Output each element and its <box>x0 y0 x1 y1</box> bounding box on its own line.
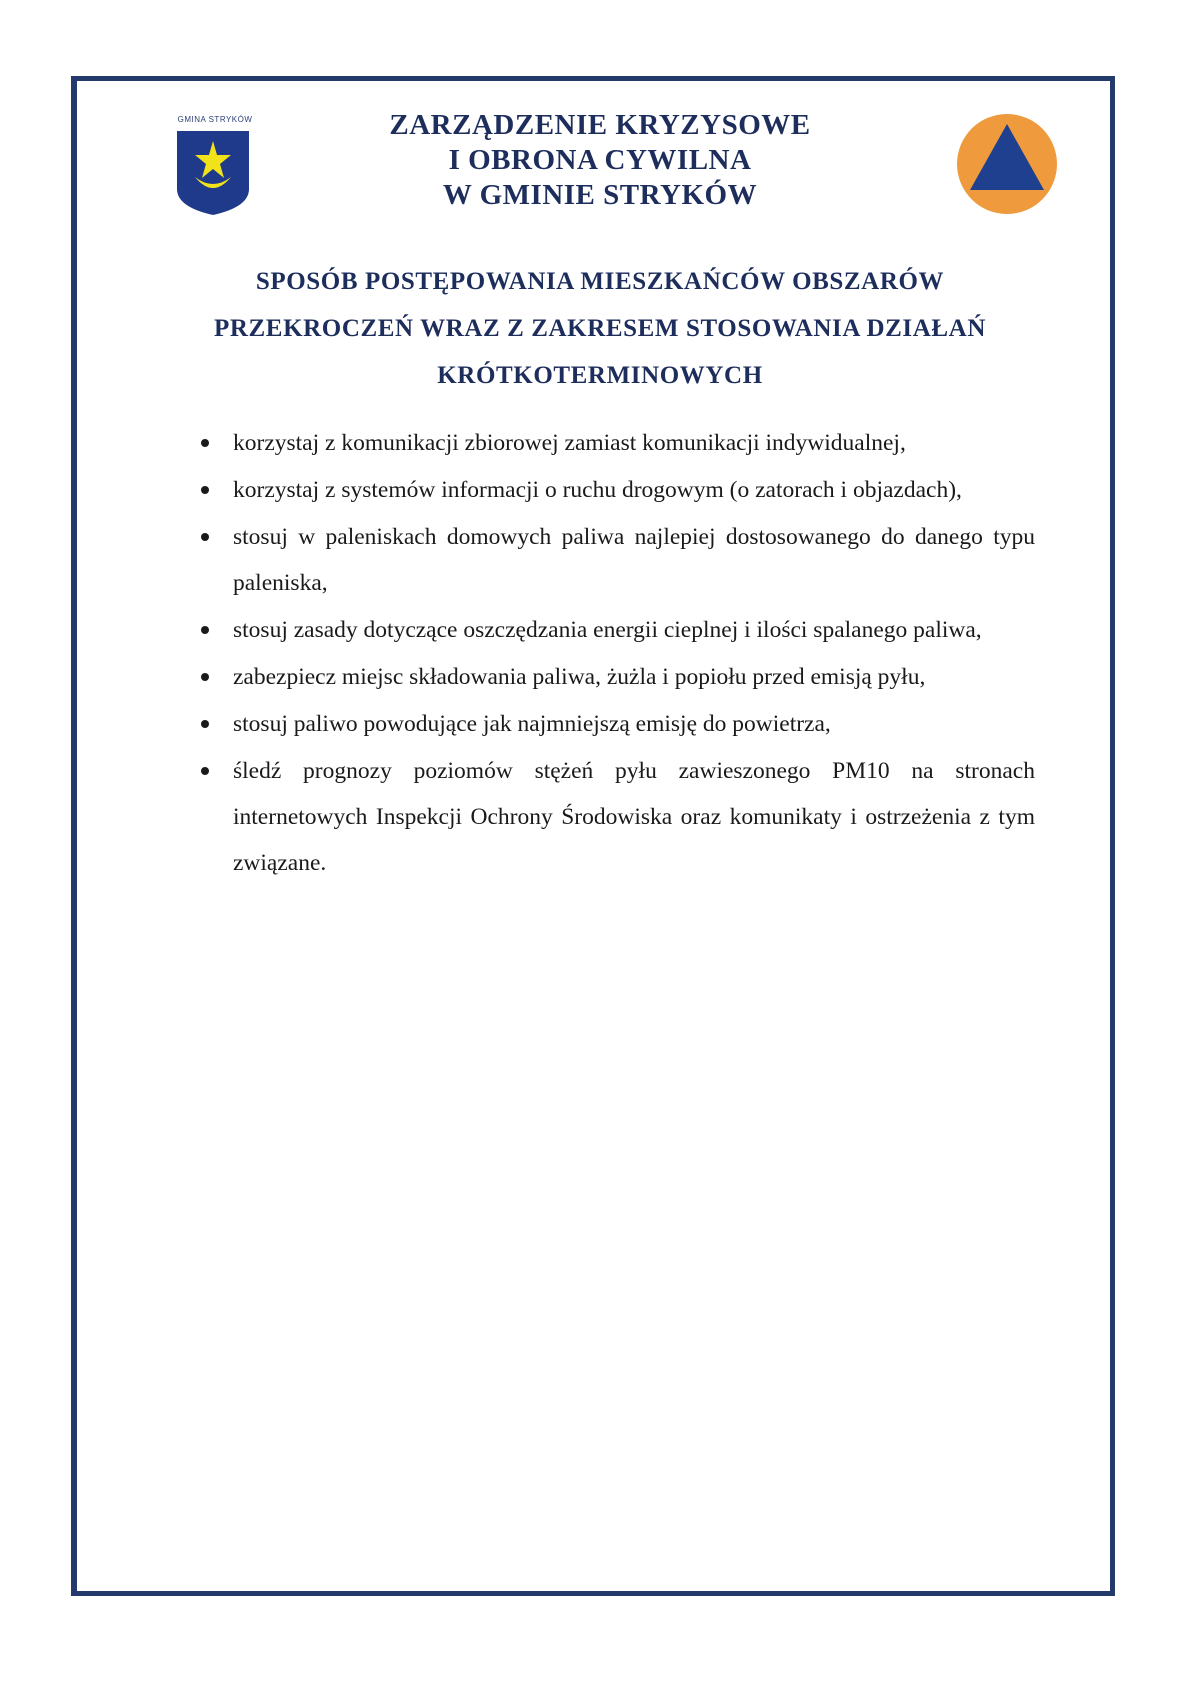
subtitle-line: PRZEKROCZEŃ WRAZ Z ZAKRESEM STOSOWANIA DZIAŁAŃ <box>214 315 986 342</box>
heading-line: I OBRONA CYWILNA <box>448 144 752 176</box>
civil-defense-logo <box>955 112 1059 221</box>
page-heading <box>300 108 900 213</box>
list-item-text: śledź prognozy poziomów stężeń pyłu zawieszonego PM10 na stronach internetowych Inspekcji Ochrony Środowiska oraz komunikaty i ostrzeżenia z tym związane. <box>233 758 1035 876</box>
subtitle-line: SPOSÓB POSTĘPOWANIA MIESZKAŃCÓW OBSZARÓW <box>255 268 945 295</box>
crest-label: GMINA STRYKÓW <box>177 115 253 124</box>
list-item-text: stosuj paliwo powodujące jak najmniejszą emisję do powietrza, <box>233 711 831 737</box>
bullet-icon <box>201 533 209 541</box>
list-item <box>190 654 1035 700</box>
list-item <box>190 420 1035 466</box>
bullet-icon <box>201 486 209 494</box>
civil-defense-triangle-icon <box>955 112 1059 216</box>
list-item-text: zabezpiecz miejsc składowania paliwa, żużla i popiołu przed emisją pyłu, <box>233 664 926 690</box>
list-item-text: korzystaj z komunikacji zbiorowej zamiast komunikacji indywidualnej, <box>233 430 906 456</box>
document-subtitle <box>150 258 1050 399</box>
list-item <box>190 748 1035 886</box>
list-item-text: korzystaj z systemów informacji o ruchu drogowym (o zatorach i objazdach), <box>233 477 962 503</box>
subtitle-line: KRÓTKOTERMINOWYCH <box>437 362 763 389</box>
bullet-icon <box>201 767 209 775</box>
bullet-icon <box>201 720 209 728</box>
municipal-coat-of-arms-icon <box>173 127 253 219</box>
bullet-icon <box>201 439 209 447</box>
list-item-text: stosuj zasady dotyczące oszczędzania energii cieplnej i ilości spalanego paliwa, <box>233 617 982 643</box>
bullet-icon <box>201 626 209 634</box>
list-item <box>190 514 1035 606</box>
guidelines-list <box>190 420 1035 887</box>
list-item-text: stosuj w paleniskach domowych paliwa najlepiej dostosowanego do danego typu paleniska, <box>233 524 1035 596</box>
coat-of-arms <box>170 115 260 219</box>
list-item <box>190 607 1035 653</box>
list-item <box>190 701 1035 747</box>
bullet-icon <box>201 673 209 681</box>
heading-line: W GMINIE STRYKÓW <box>442 179 758 211</box>
list-item <box>190 467 1035 513</box>
heading-line: ZARZĄDZENIE KRYZYSOWE <box>389 109 811 141</box>
